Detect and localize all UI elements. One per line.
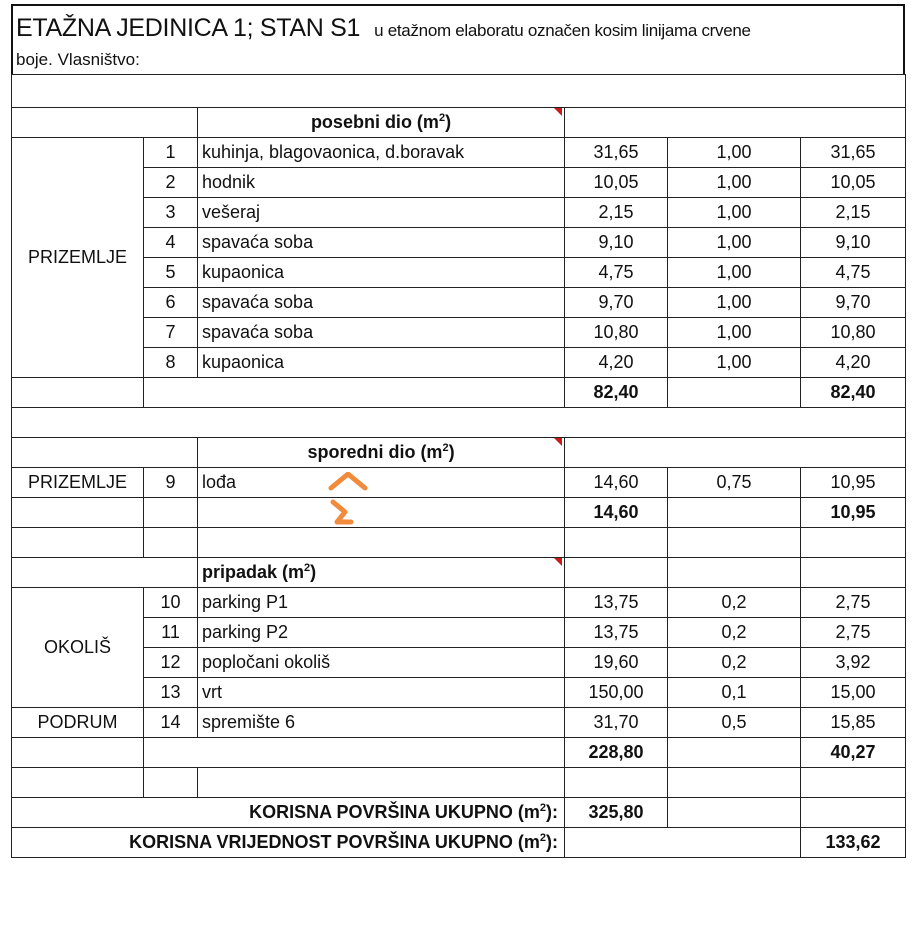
section-header-pripadak: [12, 558, 906, 588]
table-row: 2 hodnik 10,05 1,00 10,05: [12, 168, 906, 198]
sporedni-header: sporedni dio $(m^2)$: [198, 438, 565, 468]
table-row: 6 spavaća soba 9,70 1,00 9,70: [12, 288, 906, 318]
room-name: parking P2: [198, 618, 565, 648]
document-sheet: [11, 4, 905, 858]
room-name: hodnik: [198, 168, 565, 198]
room-name: vešeraj: [198, 198, 565, 228]
total-value-amount: 133,62: [801, 828, 906, 858]
table-row: OKOLIŠ 10 parking P1 13,75 0,2 2,75: [12, 588, 906, 618]
total-value-label: KORISNA VRIJEDNOST POVRŠINA UKUPNO $(m^2)$:: [12, 828, 565, 858]
room-name: popločani okoliš: [198, 648, 565, 678]
spacer-row: [12, 528, 906, 558]
room-name: lođa: [198, 468, 565, 498]
subtotal-useful: 10,95: [801, 498, 906, 528]
subtotal-row-pripadak: [12, 738, 906, 768]
spacer-row: [12, 75, 906, 108]
subtotal-useful: 40,27: [801, 738, 906, 768]
table-row: PODRUM 14 spremište 6 31,70 0,5 15,85: [12, 708, 906, 738]
total-value-row: [12, 828, 906, 858]
table-row: 7 spavaća soba 10,80 1,00 10,80: [12, 318, 906, 348]
table-row: 12 popločani okoliš 19,60 0,2 3,92: [12, 648, 906, 678]
table-row: 4 spavaća soba 9,10 1,00 9,10: [12, 228, 906, 258]
spacer-row: [12, 408, 906, 438]
posebni-header: posebni dio $(m^2)$: [198, 108, 565, 138]
unit-title: ETAŽNA JEDINICA 1; STAN S1: [16, 14, 361, 42]
room-name: parking P1: [198, 588, 565, 618]
section-header-sporedni: [12, 438, 906, 468]
subtotal-row-sporedni: [12, 498, 906, 528]
unit-note: u etažnom elaboratu označen kosim linijama crvene: [374, 21, 751, 40]
unit-note-continued: boje. Vlasništvo:: [16, 50, 140, 69]
subtotal-area: 82,40: [565, 378, 668, 408]
table-row: 11 parking P2 13,75 0,2 2,75: [12, 618, 906, 648]
table-row: 3 vešeraj 2,15 1,00 2,15: [12, 198, 906, 228]
room-name: spavaća soba: [198, 228, 565, 258]
subtotal-row-posebni: [12, 378, 906, 408]
subtotal-area: 14,60: [565, 498, 668, 528]
area-table: [11, 74, 906, 858]
floor-label-okolis: OKOLIŠ: [12, 588, 144, 708]
section-header-posebni: [12, 108, 906, 138]
subtotal-useful: 82,40: [801, 378, 906, 408]
floor-label-prizemlje: PRIZEMLJE: [12, 468, 144, 498]
floor-label-prizemlje: PRIZEMLJE: [12, 138, 144, 378]
room-name: kupaonica: [198, 348, 565, 378]
room-name: spavaća soba: [198, 288, 565, 318]
spacer-row: [12, 768, 906, 798]
total-useful-label: KORISNA POVRŠINA UKUPNO $(m^2)$:: [12, 798, 565, 828]
total-useful-value: 325,80: [565, 798, 668, 828]
comment-flag-icon: [554, 108, 562, 116]
room-name: vrt: [198, 678, 565, 708]
table-row: 5 kupaonica 4,75 1,00 4,75: [12, 258, 906, 288]
room-name: kupaonica: [198, 258, 565, 288]
table-row: PRIZEMLJE 9 lođa 14,60 0,75 10,95: [12, 468, 906, 498]
table-row: PRIZEMLJE 1 kuhinja, blagovaonica, d.boravak 31,65 1,00 31,65: [12, 138, 906, 168]
title-box: [11, 4, 905, 74]
room-name: spremište 6: [198, 708, 565, 738]
floor-label-podrum: PODRUM: [12, 708, 144, 738]
subtotal-area: 228,80: [565, 738, 668, 768]
title-line: [16, 14, 751, 43]
table-row: 13 vrt 150,00 0,1 15,00: [12, 678, 906, 708]
total-useful-row: [12, 798, 906, 828]
table-row: 8 kupaonica 4,20 1,00 4,20: [12, 348, 906, 378]
room-name: spavaća soba: [198, 318, 565, 348]
comment-flag-icon: [554, 558, 562, 566]
room-name: kuhinja, blagovaonica, d.boravak: [198, 138, 565, 168]
comment-flag-icon: [554, 438, 562, 446]
pripadak-header: pripadak $(m^2)$: [198, 558, 565, 588]
